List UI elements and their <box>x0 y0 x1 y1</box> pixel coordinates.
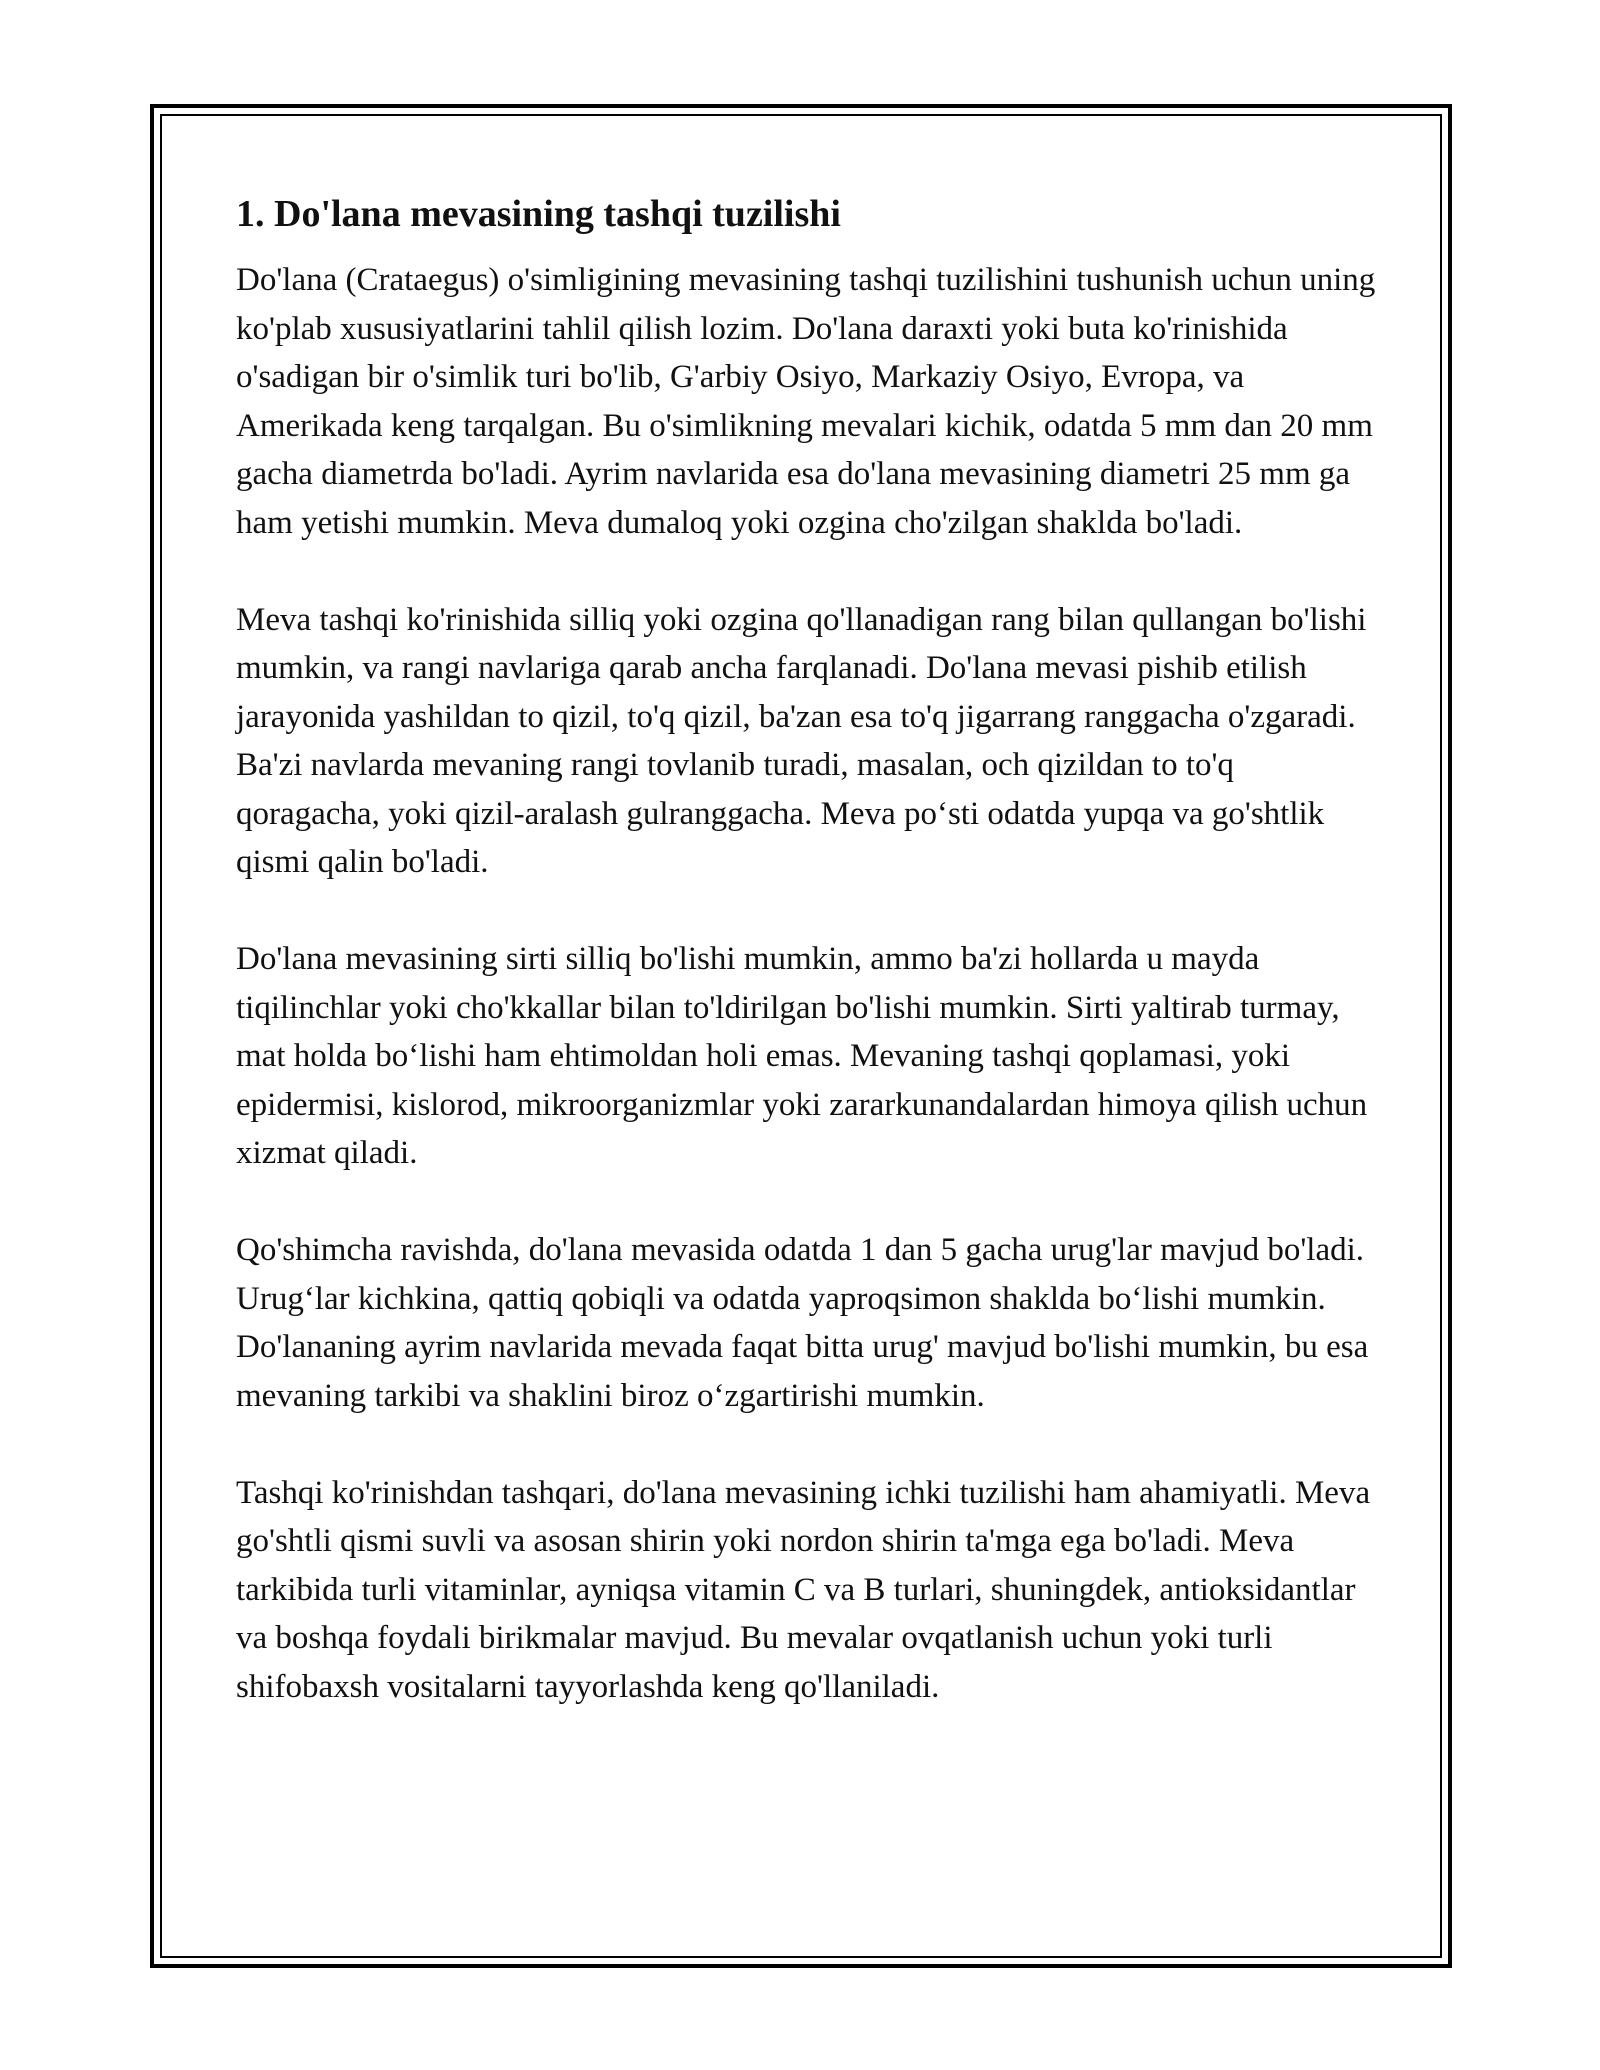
paragraph-5: Tashqi ko'rinishdan tashqari, do'lana mevasining ichki tuzilishi ham ahamiyatli. Meva go'shtli qismi suvli va asosan shirin yoki nordon shirin ta'mga ega bo'ladi. Meva tarkibida turli vitaminlar, ayniqsa vitamin C va B turlari, shuningdek, antioksidantlar va boshqa foydali birikmalar mavjud. Bu mevalar ovqatlanish uchun yoki turli shifobaxsh vositalarni tayyorlashda keng qo'llaniladi. <box>236 1474 1371 1705</box>
document-body <box>236 190 1376 1760</box>
paragraph-1: Do'lana (Crataegus) o'simligining mevasining tashqi tuzilishini tushunish uchun uning ko'plab xususiyatlarini tahlil qilish lozim. Do'lana daraxti yoki buta ko'rinishida o'sadigan bir o'simlik turi bo'lib, G'arbiy Osiyo, Markaziy Osiyo, Evropa, va Amerikada keng tarqalgan. Bu o'simlikning mevalari kichik, odatda 5 mm dan 20 mm gacha diametrda bo'ladi. Ayrim navlarida esa do'lana mevasining diametri 25 mm ga ham yetishi mumkin. Meva dumaloq yoki ozgina cho'zilgan shaklda bo'ladi. <box>236 262 1376 541</box>
section-title: 1. Do'lana mevasining tashqi tuzilishi <box>236 193 841 235</box>
paragraph-2: Meva tashqi ko'rinishida silliq yoki ozgina qo'llanadigan rang bilan qullangan bo'lishi mumkin, va rangi navlariga qarab ancha farqlanadi. Do'lana mevasi pishib etilish jarayonida yashildan to qizil, to'q qizil, ba'zan esa to'q jigarrang ranggacha o'zgaradi. Ba'zi navlarda mevaning rangi tovlanib turadi, masalan, och qizildan to to'q qoragacha, yoki qizil-aralash gulranggacha. Meva po‘sti odatda yupqa va go'shtlik qismi qalin bo'ladi. <box>236 601 1367 880</box>
paragraph-3: Do'lana mevasining sirti silliq bo'lishi mumkin, ammo ba'zi hollarda u mayda tiqilinchlar yoki cho'kkallar bilan to'ldirilgan bo'lishi mumkin. Sirti yaltirab turmay, mat holda bo‘lishi ham ehtimoldan holi emas. Mevaning tashqi qoplamasi, yoki epidermisi, kislorod, mikroorganizmlar yoki zararkunandalardan himoya qilish uchun xizmat qiladi. <box>236 941 1368 1171</box>
paragraph-4: Qo'shimcha ravishda, do'lana mevasida odatda 1 dan 5 gacha urug'lar mavjud bo'ladi. Urug‘lar kichkina, qattiq qobiqli va odatda yaproqsimon shaklda bo‘lishi mumkin. Do'lananing ayrim navlarida mevada faqat bitta urug' mavjud bo'lishi mumkin, bu esa mevaning tarkibi va shaklini biroz o‘zgartirishi mumkin. <box>236 1232 1369 1414</box>
